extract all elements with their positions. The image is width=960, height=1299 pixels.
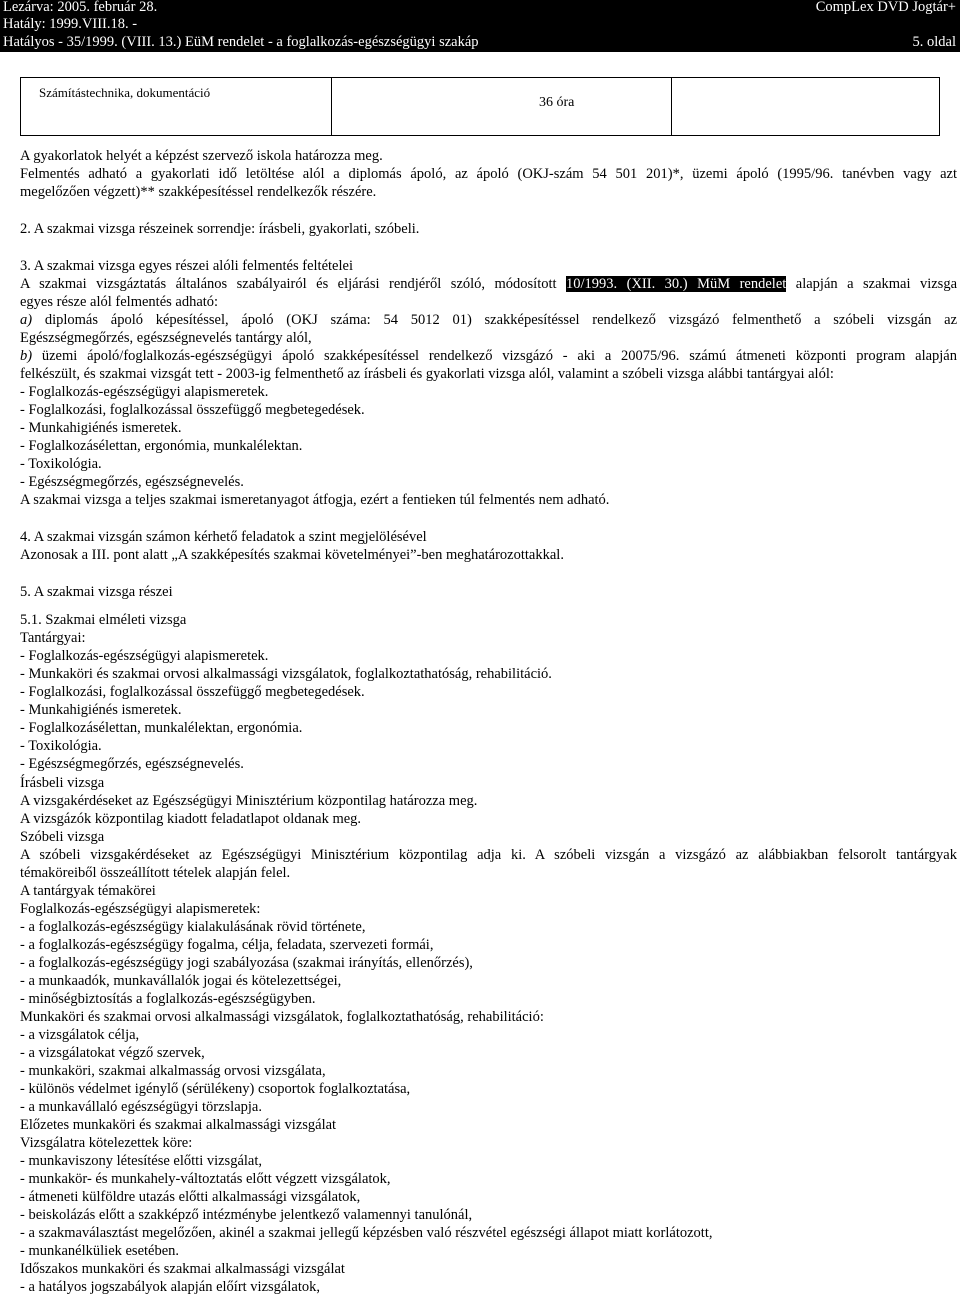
section-heading: 5.1. Szakmai elméleti vizsga [20,612,187,628]
subheading: A tantárgyak témakörei [20,883,156,899]
list-item: - a foglalkozás-egészségügy fogalma, célja, feladata, szervezeti formái, [20,937,434,953]
document-header [0,0,960,52]
paragraph: felkészült, és szakmai vizsgát tett - 2003-ig felmenthető az írásbeli és gyakorlati vizsga alól, valamint a szóbeli vizsga alábbi tantárgyai alól: [20,366,834,382]
table-cell-subject [21,78,331,135]
table-hours: 36 óra [539,95,575,110]
list-item: - a munkaadók, munkavállalók jogai és kötelezettségei, [20,973,342,989]
list-item: - Foglalkozási, foglalkozással összefüggő megbetegedések. [20,402,365,418]
header-document-title: Hatályos - 35/1999. (VIII. 13.) EüM rendelet - a foglalkozás-egészségügyi szakáp [3,34,479,50]
list-item: - munkakör- és munkahely-változtatás előtt végzett vizsgálatok, [20,1171,391,1187]
list-item: - beiskolázás előtt a szakképző intézménybe jelentkező valamennyi tanulónál, [20,1207,473,1223]
subheading: Szóbeli vizsga [20,829,105,845]
list-item: - Foglalkozásélettan, munkalélektan, ergonómia. [20,720,303,736]
paragraph: A vizsgakérdéseket az Egészségügyi Minisztérium központilag határozza meg. [20,793,478,809]
text-run: üzemi ápoló/foglalkozás-egészségügyi ápoló szakképesítéssel rendelkező vizsgázó - aki a 20075/96. számú átmeneti központi program alapján [41,348,957,364]
table-cell-extra [671,78,940,135]
list-label: b) [20,348,33,364]
list-item: - Munkaköri és szakmai orvosi alkalmassági vizsgálatok, foglalkoztathatóság, rehabilitáció. [20,666,552,682]
paragraph: A szakmai vizsga a teljes szakmai ismeretanyagot átfogja, ezért a fentieken túl felmentés nem adható. [20,492,610,508]
subheading: Foglalkozás-egészségügyi alapismeretek: [20,901,261,917]
list-item: - Egészségmegőrzés, egészségnevelés. [20,474,244,490]
subheading: Előzetes munkaköri és szakmai alkalmassági vizsgálat [20,1117,337,1133]
list-item: - minőségbiztosítás a foglalkozás-egészségügyben. [20,991,316,1007]
paragraph: Azonosak a III. pont alatt „A szakképesítés szakmai követelményei”-ben meghatározottakkal. [20,547,564,563]
list-item: - különös védelmet igénylő (sérülékeny) csoportok foglalkoztatása, [20,1081,411,1097]
list-item: - Toxikológia. [20,456,102,472]
paragraph: Tantárgyai: [20,630,86,646]
list-item: - a szakmaválasztást megelőzően, akinél a szakmai jellegű képzésben való részvétel egészségi állapot miatt korlátozott, [20,1225,713,1241]
regulation-reference-highlight: 10/1993. (XII. 30.) MüM rendelet [566,276,787,292]
paragraph: egyes része alól felmentés adható: [20,294,219,310]
list-item: - Foglalkozás-egészségügyi alapismeretek. [20,384,269,400]
section-heading: 2. A szakmai vizsga részeinek sorrendje: írásbeli, gyakorlati, szóbeli. [20,221,420,237]
list-item: - a hatályos jogszabályok alapján előírt vizsgálatok, [20,1279,320,1295]
list-item: - a munkavállaló egészségügyi törzslapja. [20,1099,262,1115]
list-item: - Egészségmegőrzés, egészségnevelés. [20,756,244,772]
section-heading: 3. A szakmai vizsga egyes részei alóli felmentés feltételei [20,258,353,274]
section-heading: 4. A szakmai vizsgán számon kérhető feladatok a szint megjelölésével [20,529,427,545]
subject-hours-table [20,77,940,136]
paragraph: Egészségmegőrzés, egészségnevelés tantárgy alól, [20,330,312,346]
subheading: Írásbeli vizsga [20,775,105,791]
list-item: - Foglalkozási, foglalkozással összefüggő megbetegedések. [20,684,365,700]
list-item-b [20,347,957,365]
list-item: - Munkahigiénés ismeretek. [20,420,182,436]
subheading: Időszakos munkaköri és szakmai alkalmassági vizsgálat [20,1261,345,1277]
list-item: - a vizsgálatokat végző szervek, [20,1045,205,1061]
list-item-a [20,311,957,329]
paragraph: A gyakorlatok helyét a képzést szervező iskola határozza meg. [20,148,383,164]
section-heading: 5. A szakmai vizsga részei [20,584,173,600]
text-run: diplomás ápoló képesítéssel, ápoló (OKJ száma: 54 5012 01) szakképesítéssel rendelkező vizsgázó felmenthető a szóbeli vizsgán az [44,312,958,328]
paragraph [20,275,957,293]
header-product-name: CompLex DVD Jogtár+ [815,0,956,15]
header-page-number: 5. oldal [912,34,956,50]
paragraph: témaköreiből összeállított tételek alapján felel. [20,865,291,881]
paragraph: megelőzően végzett)** szakképesítéssel rendelkezők részére. [20,184,377,200]
list-item: - munkaköri, szakmai alkalmasság orvosi vizsgálata, [20,1063,326,1079]
list-item: - a foglalkozás-egészségügy kialakulásának rövid története, [20,919,366,935]
list-item: - a foglalkozás-egészségügy jogi szabályozása (szakmai irányítás, ellenőrzés), [20,955,473,971]
header-effect-date: Hatály: 1999.VIII.18. - [3,16,138,32]
list-item: - Toxikológia. [20,738,102,754]
list-item: - Foglalkozás-egészségügyi alapismeretek. [20,648,269,664]
paragraph: Vizsgálatra kötelezettek köre: [20,1135,193,1151]
table-cell-empty [331,78,672,135]
list-label: a) [20,312,33,328]
list-item: - átmeneti külföldre utazás előtti alkalmassági vizsgálatok, [20,1189,361,1205]
table-subject-name: Számítástechnika, dokumentáció [39,85,211,100]
header-closed-date: Lezárva: 2005. február 28. [3,0,158,15]
list-item: - munkaviszony létesítése előtti vizsgálat, [20,1153,263,1169]
text-run: A szakmai vizsgáztatás általános szabályairól és eljárási rendjéről szóló, módosított [20,276,557,292]
subheading: Munkaköri és szakmai orvosi alkalmassági vizsgálatok, foglalkoztathatóság, rehabilitáció: [20,1009,544,1025]
text-run: alapján a szakmai vizsga [795,276,958,292]
paragraph: A vizsgázók központilag kiadott feladatlapot oldanak meg. [20,811,362,827]
list-item: - munkanélküliek esetében. [20,1243,180,1259]
list-item: - Munkahigiénés ismeretek. [20,702,182,718]
paragraph: Felmentés adható a gyakorlati idő letöltése alól a diplomás ápoló, az ápoló (OKJ-szám 54 501 201)*, üzemi ápoló (1995/96. tanévben vagy azt [20,166,957,182]
list-item: - a vizsgálatok célja, [20,1027,140,1043]
list-item: - Foglalkozásélettan, ergonómia, munkalélektan. [20,438,303,454]
paragraph: A szóbeli vizsgakérdéseket az Egészségügyi Minisztérium központilag adja ki. A szóbeli vizsgán a vizsgázó az alábbiakban felsorolt tantárgyak [20,847,957,863]
